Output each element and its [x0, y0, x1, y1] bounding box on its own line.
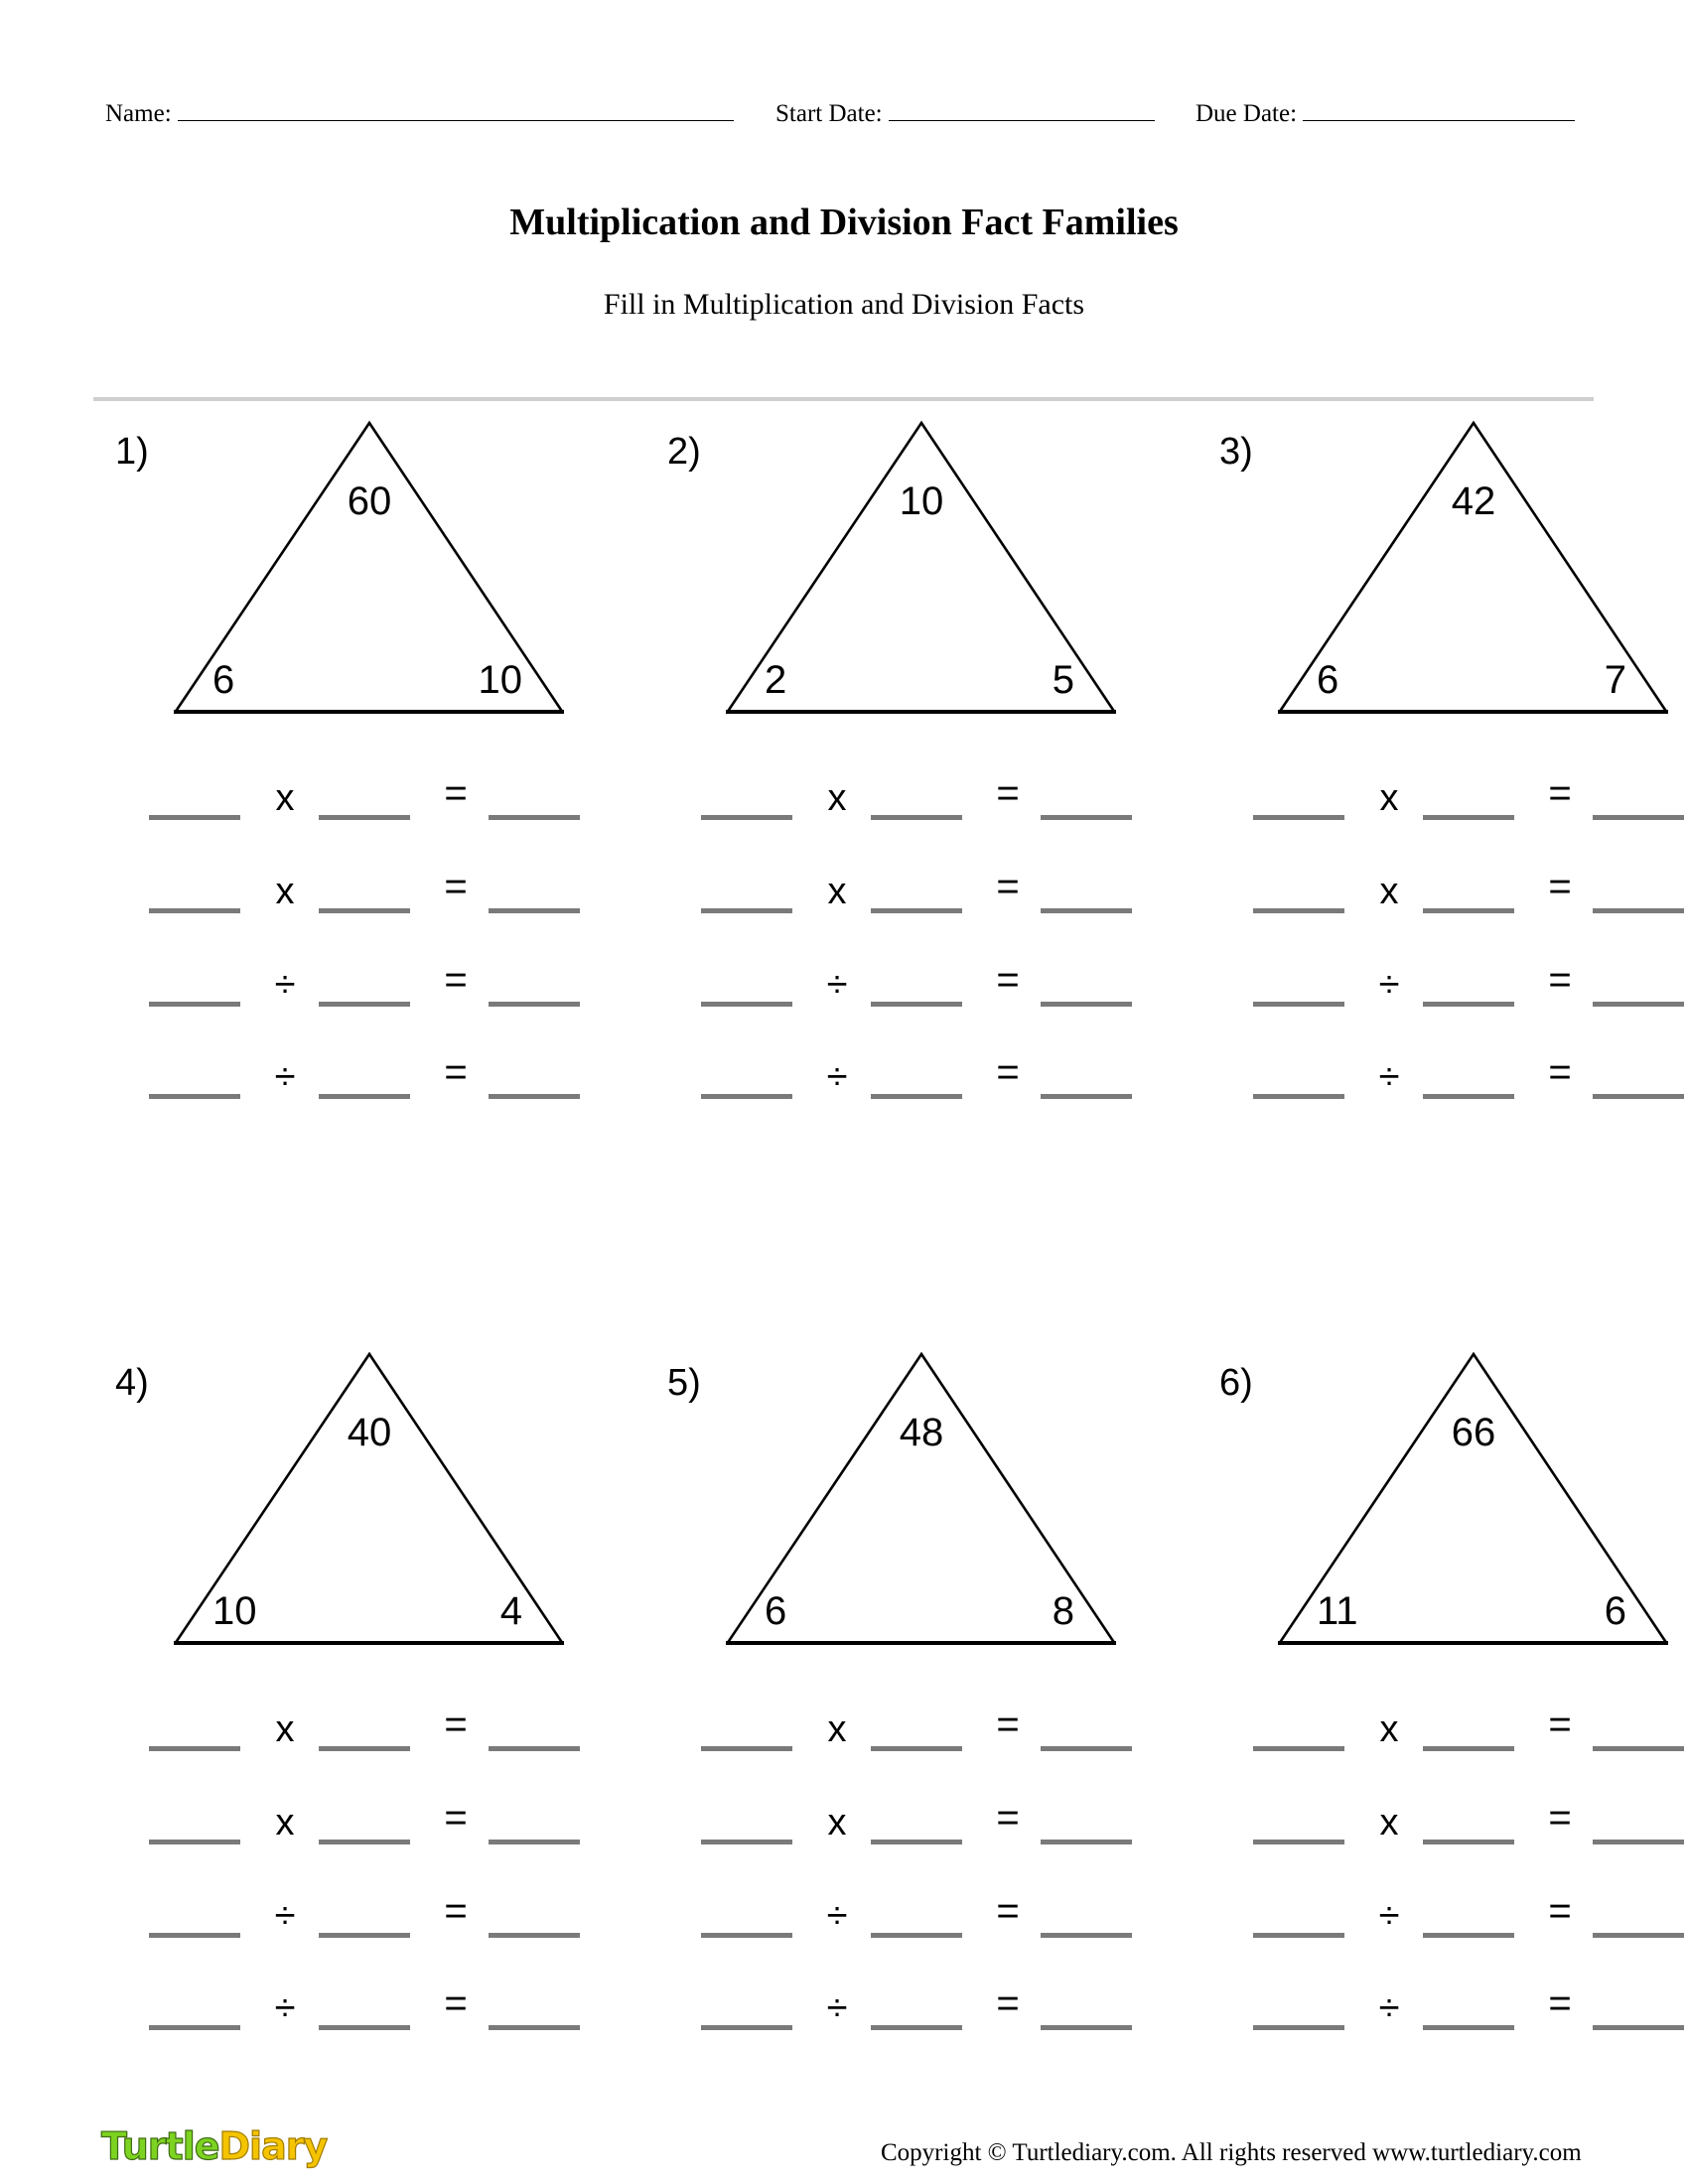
- equals-sign-icon: =: [444, 771, 468, 815]
- first-factor-blank[interactable]: [1253, 1746, 1344, 1751]
- equals-sign-icon: =: [996, 865, 1020, 908]
- logo-diary-text: Diary: [218, 2124, 328, 2168]
- equals-sign-icon: =: [996, 958, 1020, 1002]
- triangle-left-number: 2: [765, 658, 787, 702]
- equals-sign-icon: =: [1548, 1703, 1572, 1746]
- first-factor-blank[interactable]: [1253, 1840, 1344, 1844]
- problem-number: 3): [1219, 431, 1253, 473]
- equals-sign-icon: =: [996, 1050, 1020, 1094]
- divide-sign-icon: ÷: [826, 964, 848, 1006]
- problem-5: [552, 931, 1074, 2029]
- triangle-top-number: 60: [347, 479, 392, 523]
- divide-sign-icon: ÷: [1378, 1056, 1400, 1098]
- page-subtitle: Fill in Multiplication and Division Facts: [603, 288, 1085, 321]
- second-factor-blank[interactable]: [871, 1746, 962, 1751]
- result-blank[interactable]: [1593, 815, 1684, 820]
- result-blank[interactable]: [1593, 1933, 1684, 1938]
- triangle-right-number: 7: [1604, 658, 1626, 702]
- page-title: Multiplication and Division Fact Families: [509, 202, 1179, 243]
- first-factor-blank[interactable]: [149, 1746, 240, 1751]
- first-factor-blank[interactable]: [1253, 815, 1344, 820]
- triangle-right-number: 8: [1052, 1589, 1074, 1633]
- equals-sign-icon: =: [996, 1703, 1020, 1746]
- copyright-text: Copyright © Turtlediary.com. All rights reserved www.turtlediary.com: [881, 2139, 1582, 2166]
- first-factor-blank[interactable]: [701, 1933, 792, 1938]
- second-factor-blank[interactable]: [319, 815, 410, 820]
- second-factor-blank[interactable]: [871, 1840, 962, 1844]
- result-blank[interactable]: [1041, 2025, 1132, 2030]
- second-factor-blank[interactable]: [871, 815, 962, 820]
- equals-sign-icon: =: [444, 958, 468, 1002]
- equals-sign-icon: =: [1548, 1796, 1572, 1840]
- result-blank[interactable]: [489, 1933, 580, 1938]
- result-blank[interactable]: [1593, 908, 1684, 913]
- result-blank[interactable]: [489, 1746, 580, 1751]
- problem-number: 1): [115, 431, 149, 473]
- result-blank[interactable]: [1593, 1746, 1684, 1751]
- triangle-right-number: 4: [499, 1589, 522, 1633]
- turtlediary-logo: [101, 2124, 327, 2168]
- second-factor-blank[interactable]: [871, 908, 962, 913]
- result-blank[interactable]: [1593, 1840, 1684, 1844]
- second-factor-blank[interactable]: [1423, 815, 1514, 820]
- equals-sign-icon: =: [996, 771, 1020, 815]
- problem-number: 5): [667, 1362, 701, 1404]
- equals-sign-icon: =: [1548, 958, 1572, 1002]
- triangle-right-number: 10: [478, 658, 522, 702]
- first-factor-blank[interactable]: [149, 815, 240, 820]
- second-factor-blank[interactable]: [1423, 2025, 1514, 2030]
- multiply-sign-icon: x: [827, 1802, 847, 1843]
- first-factor-blank[interactable]: [149, 1840, 240, 1844]
- divide-sign-icon: ÷: [274, 964, 296, 1006]
- equals-sign-icon: =: [444, 1981, 468, 2025]
- triangle-top-number: 66: [1451, 1411, 1496, 1454]
- equals-sign-icon: =: [1548, 1981, 1572, 2025]
- multiply-sign-icon: x: [827, 1708, 847, 1750]
- multiply-sign-icon: x: [827, 871, 847, 912]
- first-factor-blank[interactable]: [149, 908, 240, 913]
- triangle-top-number: 42: [1451, 479, 1496, 523]
- equals-sign-icon: =: [1548, 1050, 1572, 1094]
- first-factor-blank[interactable]: [701, 815, 792, 820]
- multiply-sign-icon: x: [1379, 1708, 1399, 1750]
- due-date-label: Due Date:: [1196, 100, 1298, 127]
- result-blank[interactable]: [1041, 815, 1132, 820]
- second-factor-blank[interactable]: [1423, 1933, 1514, 1938]
- triangle-left-number: 6: [765, 1589, 787, 1633]
- equals-sign-icon: =: [444, 1889, 468, 1933]
- divide-sign-icon: ÷: [1378, 1895, 1400, 1937]
- second-factor-blank[interactable]: [319, 1746, 410, 1751]
- multiply-sign-icon: x: [1379, 1802, 1399, 1843]
- divide-sign-icon: ÷: [1378, 964, 1400, 1006]
- problem-number: 2): [667, 431, 701, 473]
- result-blank[interactable]: [1041, 908, 1132, 913]
- first-factor-blank[interactable]: [149, 1933, 240, 1938]
- equals-sign-icon: =: [1548, 771, 1572, 815]
- result-blank[interactable]: [1593, 2025, 1684, 2030]
- equals-sign-icon: =: [444, 1703, 468, 1746]
- problem-6: [1104, 931, 1626, 2029]
- multiply-sign-icon: x: [827, 777, 847, 819]
- second-factor-blank[interactable]: [1423, 908, 1514, 913]
- equals-sign-icon: =: [1548, 865, 1572, 908]
- problem-number: 4): [115, 1362, 149, 1404]
- first-factor-blank[interactable]: [149, 2025, 240, 2030]
- start-date-label: Start Date:: [775, 100, 883, 127]
- multiply-sign-icon: x: [1379, 871, 1399, 912]
- first-factor-blank[interactable]: [701, 1746, 792, 1751]
- equals-sign-icon: =: [444, 1796, 468, 1840]
- divide-sign-icon: ÷: [826, 1056, 848, 1098]
- name-label: Name:: [105, 100, 172, 127]
- equals-sign-icon: =: [444, 1050, 468, 1094]
- second-factor-blank[interactable]: [319, 908, 410, 913]
- triangle-left-number: 6: [1317, 658, 1339, 702]
- equals-sign-icon: =: [1548, 1889, 1572, 1933]
- triangle-top-number: 10: [899, 479, 944, 523]
- triangle-top-number: 40: [347, 1411, 392, 1454]
- triangle-top-number: 48: [899, 1411, 944, 1454]
- equals-sign-icon: =: [444, 865, 468, 908]
- triangle-right-number: 5: [1052, 658, 1074, 702]
- result-blank[interactable]: [1041, 1840, 1132, 1844]
- triangle-left-number: 11: [1317, 1589, 1358, 1633]
- triangle-left-number: 10: [212, 1589, 257, 1633]
- multiply-sign-icon: x: [275, 871, 295, 912]
- divide-sign-icon: ÷: [274, 1895, 296, 1937]
- result-blank[interactable]: [489, 815, 580, 820]
- result-blank[interactable]: [489, 2025, 580, 2030]
- second-factor-blank[interactable]: [1423, 1840, 1514, 1844]
- triangle-right-number: 6: [1604, 1589, 1626, 1633]
- result-blank[interactable]: [489, 908, 580, 913]
- problem-number: 6): [1219, 1362, 1253, 1404]
- first-factor-blank[interactable]: [701, 1840, 792, 1844]
- second-factor-blank[interactable]: [319, 2025, 410, 2030]
- divide-sign-icon: ÷: [826, 1895, 848, 1937]
- first-factor-blank[interactable]: [701, 2025, 792, 2030]
- result-blank[interactable]: [1041, 1933, 1132, 1938]
- second-factor-blank[interactable]: [319, 1840, 410, 1844]
- equals-sign-icon: =: [996, 1889, 1020, 1933]
- problem-4: [0, 931, 522, 2029]
- second-factor-blank[interactable]: [1423, 1746, 1514, 1751]
- second-factor-blank[interactable]: [319, 1933, 410, 1938]
- first-factor-blank[interactable]: [1253, 2025, 1344, 2030]
- equals-sign-icon: =: [996, 1796, 1020, 1840]
- equals-sign-icon: =: [996, 1981, 1020, 2025]
- divide-sign-icon: ÷: [274, 1987, 296, 2029]
- multiply-sign-icon: x: [275, 1802, 295, 1843]
- divide-sign-icon: ÷: [1378, 1987, 1400, 2029]
- multiply-sign-icon: x: [275, 1708, 295, 1750]
- first-factor-blank[interactable]: [1253, 908, 1344, 913]
- result-blank[interactable]: [1041, 1746, 1132, 1751]
- divide-sign-icon: ÷: [826, 1987, 848, 2029]
- logo-turtle-text: Turtle: [101, 2124, 219, 2168]
- second-factor-blank[interactable]: [871, 2025, 962, 2030]
- triangle-left-number: 6: [212, 658, 235, 702]
- multiply-sign-icon: x: [1379, 777, 1399, 819]
- multiply-sign-icon: x: [275, 777, 295, 819]
- result-blank[interactable]: [489, 1840, 580, 1844]
- divide-sign-icon: ÷: [274, 1056, 296, 1098]
- second-factor-blank[interactable]: [871, 1933, 962, 1938]
- first-factor-blank[interactable]: [701, 908, 792, 913]
- first-factor-blank[interactable]: [1253, 1933, 1344, 1938]
